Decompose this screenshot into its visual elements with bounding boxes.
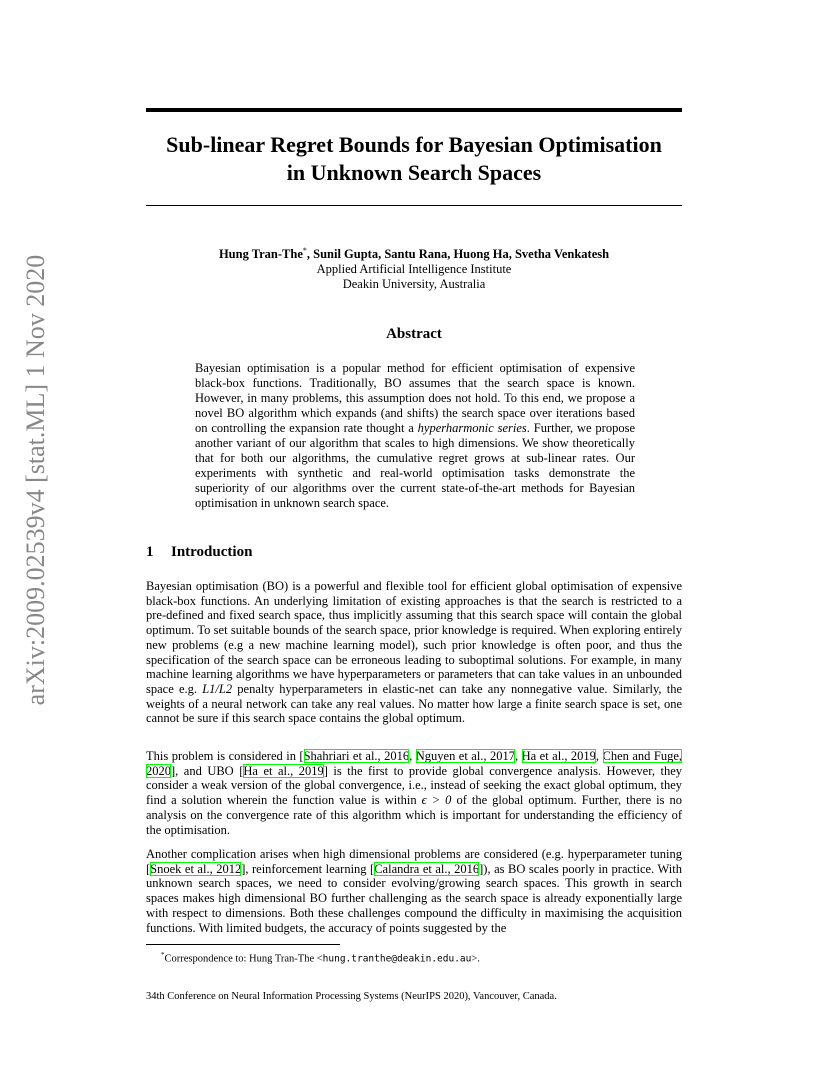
section-title: Introduction (171, 544, 253, 560)
other-authors: , Sunil Gupta, Santu Rana, Huong Ha, Svetha Venkatesh (306, 247, 610, 262)
footnote-text: Correspondence to: Hung Tran-The < (164, 953, 323, 965)
citation-shahriari[interactable]: Shahriari et al., 2016 (303, 749, 410, 763)
para2-sep-2: , (515, 749, 522, 763)
footnote-email[interactable]: hung.tranthe@deakin.edu.au (322, 953, 472, 965)
author-block (146, 243, 682, 292)
para3-part-a: Another complication arises when high dimensional problems are considered (e.g. hyperparameter tuning [ (146, 847, 682, 876)
arxiv-stamp-text: arXiv:2009.02539v4 [stat.ML] 1 Nov 2020 (21, 254, 50, 706)
citation-ha-ubo[interactable]: Ha et al., 2019 (243, 763, 324, 778)
citation-nguyen[interactable]: Nguyen et al., 2017 (415, 749, 516, 763)
intro-paragraph-1 (146, 579, 682, 726)
section-number: 1 (146, 544, 154, 560)
para2-sep-1: , (409, 749, 416, 763)
para3-part-c: ]), as BO scales poorly in practice. With unknown search spaces, we need to consider evolving/growing search spaces. This growth in search spaces makes high dimensional BO further challenging as the search space is already exponentially large with respect to dimensions. Both these challenges compound the difficulty in maximising the acquisition functions. With limited budgets, the accuracy of points suggested by the (146, 861, 682, 935)
footnote (146, 949, 682, 966)
citation-snoek[interactable]: Snoek et al., 2012 (150, 861, 242, 876)
location: Deakin University, Australia (342, 277, 486, 292)
para2-part-c: ] is the first to provide global convergence analysis. However, they consider a weak version of the global convergence, i.e., instead of seeking the exact global optimum, they find a solution wherein the function value is within (146, 763, 683, 808)
title-rule-top (146, 108, 682, 112)
para2-part-b: ], and UBO [ (171, 763, 244, 778)
title-line-2: in Unknown Search Spaces (286, 160, 542, 185)
citation-calandra[interactable]: Calandra et al., 2016 (374, 861, 480, 876)
para3-part-b: ], reinforcement learning [ (241, 861, 375, 876)
para2-part-a: This problem is considered in [ (146, 749, 304, 763)
title-line-1: Sub-linear Regret Bounds for Bayesian Optimisation (166, 132, 662, 157)
intro-paragraph-3 (146, 847, 682, 935)
affiliation: Applied Artificial Intelligence Institute (316, 262, 512, 277)
section-heading (146, 544, 252, 561)
math-epsilon: ϵ > 0 (421, 793, 452, 808)
conference-note: 34th Conference on Neural Information Processing Systems (NeurIPS 2020), Vancouver, Canada. (146, 991, 557, 1002)
abstract-text (195, 361, 635, 511)
author-names (146, 243, 682, 262)
first-author: Hung Tran-The (218, 247, 303, 262)
abstract-emphasis: hyperharmonic series (417, 421, 527, 435)
citation-ha[interactable]: Ha et al., 2019 (521, 749, 596, 763)
paper-title (146, 131, 682, 187)
para2-part-d: of the global optimum. Further, there is no analysis on the convergence rate of this algorithm which is important for understanding the efficiency of the optimisation. (146, 793, 682, 837)
intro-paragraph-2 (146, 749, 682, 837)
abstract-heading: Abstract (386, 326, 442, 342)
author-footnote-mark[interactable]: * (302, 246, 307, 255)
title-rule-bottom (146, 205, 682, 206)
abstract-part-2: . Further, we propose another variant of our algorithm that scales to high dimensions. We show theoretically that for both our algorithms, the cumulative regret grows at sub-linear rates. Our experiments with synthetic and real-world optimisation tasks demonstrate the superiority of our algorithms over the current state-of-the-art methods for Bayesian optimisation in unknown search space. (195, 421, 636, 510)
abstract-part-1: Bayesian optimisation is a popular method for efficient optimisation of expensive black-box functions. Traditionally, BO assumes that the search space is known. However, in many problems, this assumption does not hold. To this end, we propose a novel BO algorithm which expands (and shifts) the search space over iterations based on controlling the expansion rate thought a (195, 361, 635, 435)
footnote-end: >. (471, 953, 480, 965)
footnote-rule (146, 944, 340, 945)
citation-chen-fuge[interactable]: Chen and Fuge, 2020 (146, 749, 683, 778)
para1-part-a: Bayesian optimisation (BO) is a powerful and flexible tool for efficient global optimisation of expensive black-box functions. An underlying limitation of existing approaches is that the search is restricted to a pre-defined and fixed search space, thus implicitly assuming that this search space will contain the global optimum. To set suitable bounds of the search space, prior knowledge is required. When exploring entirely new problems (e.g a new machine learning model), such prior knowledge is often poor, and thus the specification of the search space can be erroneous leading to suboptimal solutions. For example, in many machine learning algorithms we have hyperparameters or parameters that can take values in an unbounded space e.g. (146, 579, 682, 696)
footnote-mark: * (161, 951, 165, 959)
para1-part-b: penalty hyperparameters in elastic-net can take any nonnegative value. Similarly, the weights of a neural network can take any real values. No matter how large a finite search space is set, one cannot be sure if this search space contains the global optimum. (146, 681, 682, 726)
para2-sep-3: , (595, 749, 603, 763)
math-l1-l2: L1/L2 (202, 681, 233, 696)
